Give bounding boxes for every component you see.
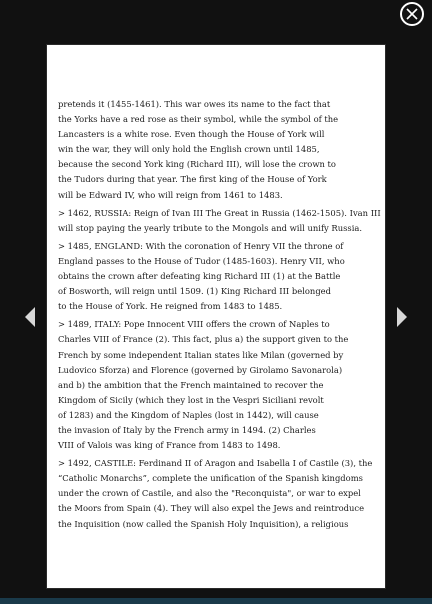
text-line: obtains the crown after defeating king Richard III (1) at the Battle	[58, 271, 341, 282]
text-line: will stop paying the yearly tribute to the Mongols and will unify Russia.	[58, 222, 363, 233]
chevron-left-icon	[23, 305, 37, 329]
paragraph	[58, 239, 376, 314]
text-line: the Yorks have a red rose as their symbol, while the symbol of the	[58, 114, 339, 125]
text-line: will be Edward IV, who will reign from 1461 to 1483.	[58, 189, 283, 200]
text-line: win the war, they will only hold the English crown until 1485,	[58, 144, 320, 155]
text-line: > 1462, RUSSIA: Reign of Ivan III The Great in Russia (1462-1505). Ivan III	[58, 207, 381, 218]
paragraph	[58, 97, 376, 203]
page-text	[58, 97, 381, 535]
text-line: the Moors from Spain (4). They will also expel the Jews and reintroduce	[58, 503, 365, 514]
text-line: Kingdom of Sicily (which they lost in the Vespri Siciliani revolt	[58, 394, 324, 405]
text-line: under the crown of Castile, and also the "Reconquista", or war to expel	[58, 488, 361, 499]
document-page	[47, 45, 385, 588]
text-line: England passes to the House of Tudor (1485-1603). Henry VII, who	[58, 255, 345, 266]
text-line: > 1485, ENGLAND: With the coronation of Henry VII the throne of	[58, 240, 344, 251]
text-line: of 1283) and the Kingdom of Naples (lost in 1442), will cause	[58, 409, 319, 420]
previous-page-button[interactable]	[20, 303, 40, 331]
paragraph	[58, 206, 381, 236]
text-line: the invasion of Italy by the French army in 1494. (2) Charles	[58, 424, 316, 435]
text-line: “Catholic Monarchs”, complete the unification of the Spanish kingdoms	[58, 473, 363, 484]
bottom-bar	[0, 598, 432, 604]
next-page-button[interactable]	[392, 303, 412, 331]
text-line: > 1489, ITALY: Pope Innocent VIII offers the crown of Naples to	[58, 319, 330, 330]
paragraph	[58, 456, 376, 531]
text-line: the Tudors during that year. The first king of the House of York	[58, 174, 327, 185]
text-line: and b) the ambition that the French maintained to recover the	[58, 379, 324, 390]
text-line: of Bosworth, will reign until 1509. (1) King Richard III belonged	[58, 286, 331, 297]
text-line: Ludovico Sforza) and Florence (governed by Girolamo Savonarola)	[58, 364, 343, 375]
text-line: Charles VIII of France (2). This fact, plus a) the support given to the	[58, 334, 349, 345]
text-line: VIII of Valois was king of France from 1483 to 1498.	[58, 440, 281, 451]
paragraph	[58, 317, 376, 453]
text-line: because the second York king (Richard III), will lose the crown to	[58, 159, 336, 170]
text-line: to the House of York. He reigned from 1483 to 1485.	[58, 301, 283, 312]
chevron-right-icon	[395, 305, 409, 329]
close-button[interactable]	[400, 2, 424, 26]
text-line: > 1492, CASTILE: Ferdinand II of Aragon and Isabella I of Castile (3), the	[58, 458, 373, 469]
text-line: Lancasters is a white rose. Even though the House of York will	[58, 129, 325, 140]
close-icon	[405, 7, 419, 21]
text-line: French by some independent Italian states like Milan (governed by	[58, 349, 344, 360]
text-line: the Inquisition (now called the Spanish Holy Inquisition), a religious	[58, 518, 349, 529]
text-line: pretends it (1455-1461). This war owes its name to the fact that	[58, 99, 331, 109]
